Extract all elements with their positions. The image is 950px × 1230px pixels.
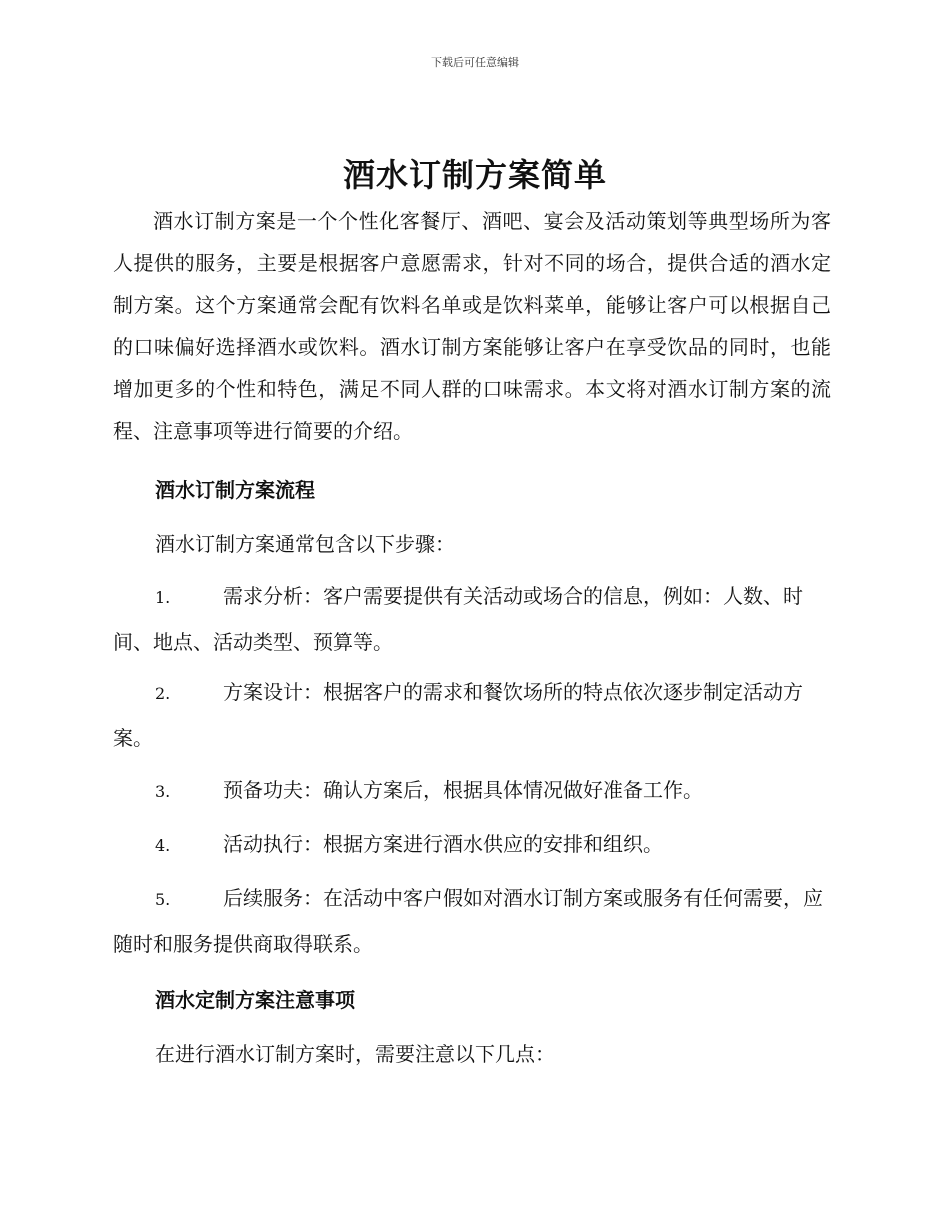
section-heading-notes: 酒水定制方案注意事项 <box>155 988 355 1012</box>
step-item-2 <box>113 670 833 760</box>
step-text: 需求分析：客户需要提供有关活动或场合的信息，例如：人数、时间、地点、活动类型、预算等。 <box>113 584 803 654</box>
step-number: 4. <box>155 836 171 855</box>
step-item-3 <box>113 768 833 814</box>
step-text: 活动执行：根据方案进行酒水供应的安排和组织。 <box>223 832 663 856</box>
step-text: 方案设计：根据客户的需求和餐饮场所的特点依次逐步制定活动方案。 <box>113 680 803 750</box>
section-heading-process: 酒水订制方案流程 <box>155 478 315 502</box>
intro-paragraph: 酒水订制方案是一个个性化客餐厅、酒吧、宴会及活动策划等典型场所为客人提供的服务，主要是根据客户意愿需求，针对不同的场合，提供合适的酒水定制方案。这个方案通常会配有饮料名单或是饮料菜单，能够让客户可以根据自己的口味偏好选择酒水或饮料。酒水订制方案能够让客户在享受饮品的同时，也能增加更多的个性和特色，满足不同人群的口味需求。本文将对酒水订制方案的流程、注意事项等进行简要的介绍。 <box>113 209 831 443</box>
intro-paragraph-block <box>113 200 831 452</box>
step-text: 后续服务：在活动中客户假如对酒水订制方案或服务有任何需要，应随时和服务提供商取得联系。 <box>113 886 823 956</box>
step-item-5 <box>113 876 833 966</box>
notes-lead-text: 在进行酒水订制方案时，需要注意以下几点： <box>155 1042 555 1066</box>
step-number: 1. <box>155 588 171 607</box>
header-note: 下载后可任意编辑 <box>431 56 519 69</box>
step-number: 2. <box>155 684 171 703</box>
step-number: 5. <box>155 890 171 909</box>
step-number: 3. <box>155 782 171 801</box>
process-lead-text: 酒水订制方案通常包含以下步骤： <box>155 532 455 556</box>
step-item-1 <box>113 574 833 664</box>
step-item-4 <box>113 822 833 868</box>
document-title: 酒水订制方案简单 <box>342 156 607 194</box>
step-text: 预备功夫：确认方案后，根据具体情况做好准备工作。 <box>223 778 703 802</box>
